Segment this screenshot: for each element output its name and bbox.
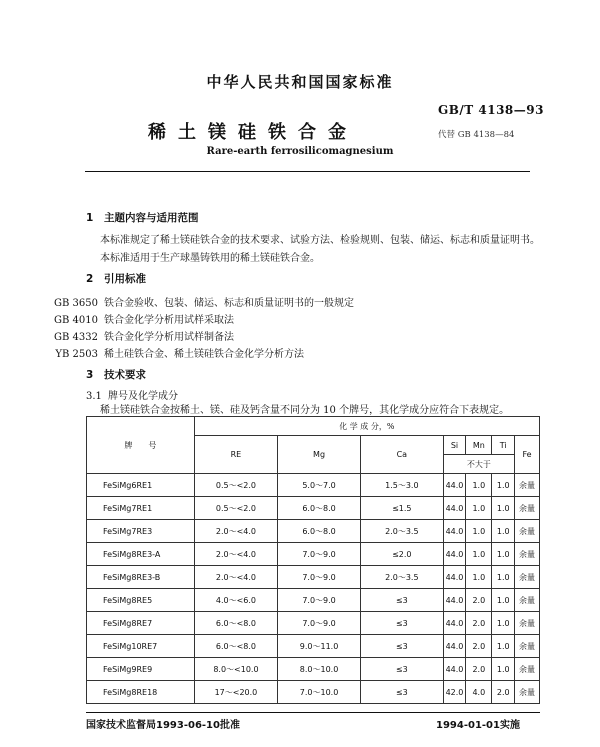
section-title: 引用标准 xyxy=(104,273,146,285)
value-cell: 4.0 xyxy=(466,681,492,704)
value-cell: ≤2.0 xyxy=(360,543,443,566)
table-row xyxy=(87,612,540,635)
value-cell: 6.0～<8.0 xyxy=(194,612,278,635)
value-cell: 1.0 xyxy=(466,497,492,520)
value-cell: 2.0～3.5 xyxy=(360,520,443,543)
value-cell: 2.0 xyxy=(466,589,492,612)
value-cell: 余量 xyxy=(515,474,540,497)
value-cell: 7.0～9.0 xyxy=(278,612,361,635)
value-cell: 2.0 xyxy=(492,681,515,704)
value-cell: 44.0 xyxy=(443,612,465,635)
value-cell: 7.0～9.0 xyxy=(278,543,361,566)
reference-item xyxy=(48,294,354,309)
value-cell: ≤3 xyxy=(360,658,443,681)
value-cell: 6.0～<8.0 xyxy=(194,635,278,658)
value-cell: 2.0～<4.0 xyxy=(194,566,278,589)
value-cell: 8.0～10.0 xyxy=(278,658,361,681)
footer-divider xyxy=(86,712,540,713)
value-cell: 44.0 xyxy=(443,566,465,589)
value-cell: 1.0 xyxy=(492,658,515,681)
grade-cell: FeSiMg8RE7 xyxy=(87,612,195,635)
value-cell: 1.0 xyxy=(466,566,492,589)
table-row xyxy=(87,566,540,589)
column-header-ti: Ti xyxy=(492,436,515,455)
document-title-cn: 稀土镁硅铁合金 xyxy=(148,122,358,143)
reference-item xyxy=(48,311,234,326)
value-cell: 余量 xyxy=(515,543,540,566)
value-cell: 1.0 xyxy=(466,474,492,497)
value-cell: 余量 xyxy=(515,658,540,681)
grade-cell: FeSiMg8RE3-B xyxy=(87,566,195,589)
reference-title: 铁合金化学分析用试样采取法 xyxy=(104,315,234,326)
grade-cell: FeSiMg7RE1 xyxy=(87,497,195,520)
document-title-en: Rare-earth ferrosilicomagnesium xyxy=(206,146,394,157)
grade-cell: FeSiMg6RE1 xyxy=(87,474,195,497)
section-3-heading xyxy=(86,367,146,382)
value-cell: 6.0～8.0 xyxy=(278,520,361,543)
reference-title: 铁合金化学分析用试样制备法 xyxy=(104,332,234,343)
table-row xyxy=(87,474,540,497)
value-cell: 2.0 xyxy=(466,658,492,681)
column-header-mn: Mn xyxy=(466,436,492,455)
reference-item xyxy=(48,328,234,343)
value-cell: 44.0 xyxy=(443,543,465,566)
value-cell: 余量 xyxy=(515,497,540,520)
value-cell: 1.0 xyxy=(492,520,515,543)
value-cell: 0.5～<2.0 xyxy=(194,497,278,520)
value-cell: 44.0 xyxy=(443,589,465,612)
not-greater-than-label: 不大于 xyxy=(443,455,514,474)
value-cell: 42.0 xyxy=(443,681,465,704)
value-cell: 余量 xyxy=(515,520,540,543)
value-cell: 9.0～11.0 xyxy=(278,635,361,658)
reference-code: YB 2503 xyxy=(55,349,98,360)
section-2-heading xyxy=(86,271,146,286)
table-row xyxy=(87,497,540,520)
value-cell: 1.0 xyxy=(492,497,515,520)
value-cell: 17～<20.0 xyxy=(194,681,278,704)
value-cell: 2.0 xyxy=(466,612,492,635)
grade-cell: FeSiMg7RE3 xyxy=(87,520,195,543)
replaces-standard: 代替 GB 4138—84 xyxy=(438,130,515,140)
value-cell: 2.0～3.5 xyxy=(360,566,443,589)
grade-cell: FeSiMg8RE3-A xyxy=(87,543,195,566)
value-cell: ≤3 xyxy=(360,589,443,612)
value-cell: 1.0 xyxy=(466,543,492,566)
reference-code: GB 4010 xyxy=(54,315,98,326)
grade-cell: FeSiMg8RE5 xyxy=(87,589,195,612)
column-header-fe: Fe xyxy=(515,436,540,474)
column-header-ca: Ca xyxy=(360,436,443,474)
subsection-title: 牌号及化学成分 xyxy=(108,391,178,402)
table-row xyxy=(87,589,540,612)
section-number: 2 xyxy=(86,273,94,285)
reference-title: 稀土硅铁合金、稀土镁硅铁合金化学分析方法 xyxy=(104,349,304,360)
table-row xyxy=(87,658,540,681)
section-1-paragraph-1: 本标准规定了稀土镁硅铁合金的技术要求、试验方法、检验规则、包装、储运、标志和质量证明书。 xyxy=(100,235,540,246)
table-row xyxy=(87,681,540,704)
value-cell: ≤3 xyxy=(360,635,443,658)
reference-item xyxy=(48,345,304,360)
grade-cell: FeSiMg10RE7 xyxy=(87,635,195,658)
section-number: 1 xyxy=(86,212,94,224)
table-row xyxy=(87,520,540,543)
value-cell: 0.5～<2.0 xyxy=(194,474,278,497)
value-cell: 44.0 xyxy=(443,474,465,497)
value-cell: 7.0～9.0 xyxy=(278,589,361,612)
section-title: 主题内容与适用范围 xyxy=(104,212,199,224)
value-cell: ≤3 xyxy=(360,612,443,635)
value-cell: 1.0 xyxy=(492,589,515,612)
value-cell: 1.0 xyxy=(492,635,515,658)
section-1-heading xyxy=(86,210,199,225)
value-cell: 44.0 xyxy=(443,635,465,658)
value-cell: 44.0 xyxy=(443,520,465,543)
value-cell: 1.0 xyxy=(492,474,515,497)
header-divider xyxy=(85,171,530,172)
value-cell: 7.0～10.0 xyxy=(278,681,361,704)
column-header-si: Si xyxy=(443,436,465,455)
value-cell: 1.0 xyxy=(492,543,515,566)
value-cell: 余量 xyxy=(515,681,540,704)
value-cell: 4.0～<6.0 xyxy=(194,589,278,612)
value-cell: 余量 xyxy=(515,589,540,612)
grade-header: 牌 号 xyxy=(87,417,195,474)
composition-header: 化 学 成 分，% xyxy=(194,417,539,436)
value-cell: 6.0～8.0 xyxy=(278,497,361,520)
value-cell: 2.0 xyxy=(466,635,492,658)
value-cell: 1.5～3.0 xyxy=(360,474,443,497)
chemical-composition-table xyxy=(86,416,540,704)
section-1-paragraph-2: 本标准适用于生产球墨铸铁用的稀土镁硅铁合金。 xyxy=(100,253,320,264)
reference-title: 铁合金验收、包装、储运、标志和质量证明书的一般规定 xyxy=(104,298,354,309)
grade-cell: FeSiMg8RE18 xyxy=(87,681,195,704)
value-cell: ≤1.5 xyxy=(360,497,443,520)
section-number: 3 xyxy=(86,369,94,381)
column-header-mg: Mg xyxy=(278,436,361,474)
value-cell: ≤3 xyxy=(360,681,443,704)
value-cell: 1.0 xyxy=(492,566,515,589)
effective-date: 1994-01-01实施 xyxy=(436,720,520,731)
reference-code: GB 4332 xyxy=(54,332,98,343)
subsection-3-1-heading xyxy=(86,387,178,402)
value-cell: 余量 xyxy=(515,635,540,658)
value-cell: 5.0～7.0 xyxy=(278,474,361,497)
section-title: 技术要求 xyxy=(104,369,146,381)
reference-code: GB 3650 xyxy=(54,298,98,309)
value-cell: 8.0～<10.0 xyxy=(194,658,278,681)
table-body xyxy=(87,474,540,704)
value-cell: 2.0～<4.0 xyxy=(194,543,278,566)
column-header-re: RE xyxy=(194,436,278,474)
subsection-3-1-text: 稀土镁硅铁合金按稀土、镁、硅及钙含量不同分为 10 个牌号，其化学成分应符合下表规定。 xyxy=(100,405,510,416)
value-cell: 44.0 xyxy=(443,658,465,681)
approval-line: 国家技术监督局1993-06-10批准 xyxy=(86,720,240,731)
value-cell: 44.0 xyxy=(443,497,465,520)
subsection-number: 3.1 xyxy=(86,391,102,402)
standard-number: GB/T 4138—93 xyxy=(438,103,544,117)
grade-cell: FeSiMg9RE9 xyxy=(87,658,195,681)
value-cell: 余量 xyxy=(515,612,540,635)
value-cell: 1.0 xyxy=(466,520,492,543)
value-cell: 余量 xyxy=(515,566,540,589)
value-cell: 1.0 xyxy=(492,612,515,635)
issuing-organization: 中华人民共和国国家标准 xyxy=(206,73,394,91)
table-row xyxy=(87,543,540,566)
table-row xyxy=(87,635,540,658)
value-cell: 2.0～<4.0 xyxy=(194,520,278,543)
value-cell: 7.0～9.0 xyxy=(278,566,361,589)
